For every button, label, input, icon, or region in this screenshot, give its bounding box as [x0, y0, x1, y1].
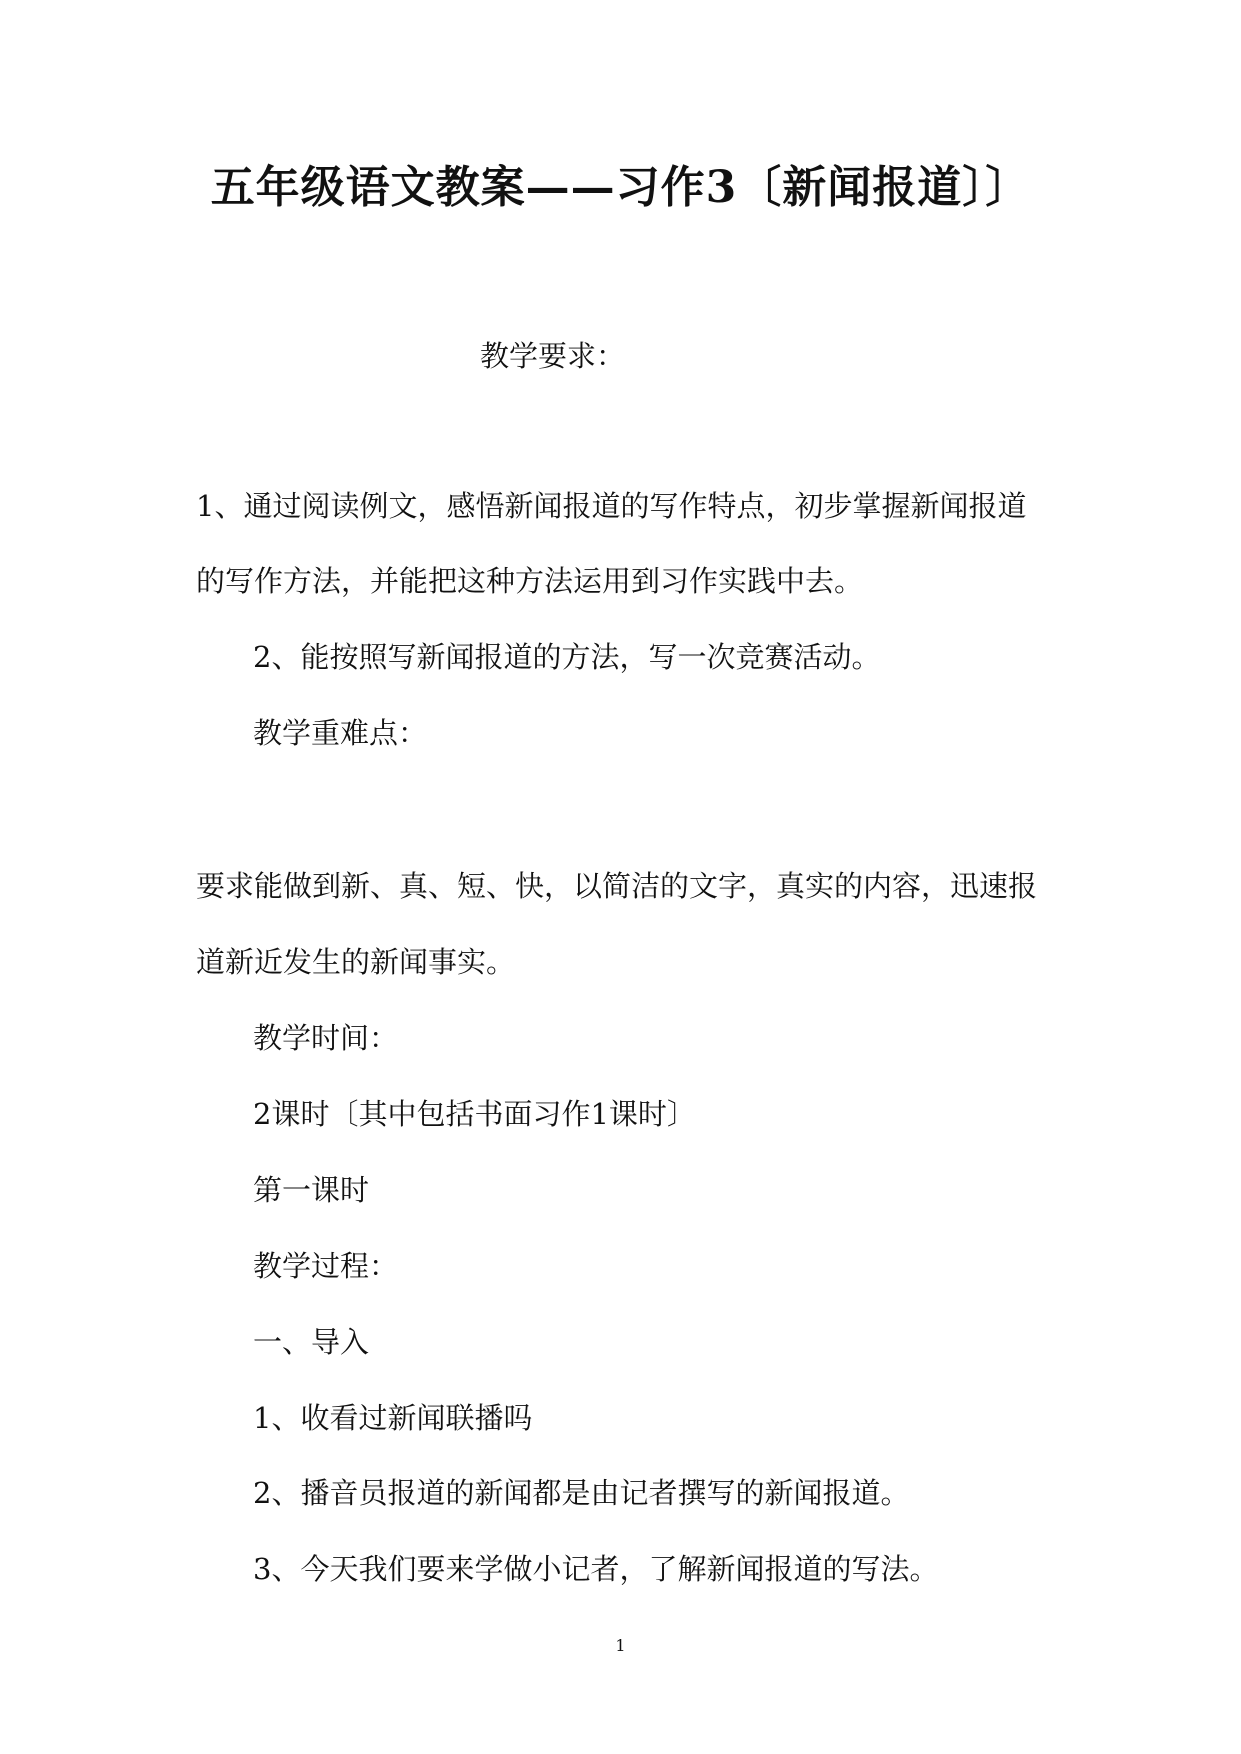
- process-heading: 教学过程：: [253, 1249, 399, 1283]
- requirement-1-line-1: 1、通过阅读例文，感悟新闻报道的写作特点，初步掌握新闻报道: [196, 489, 1027, 523]
- step-1-heading: 一、导入: [253, 1325, 370, 1359]
- page-number: 1: [615, 1636, 626, 1655]
- time-value: 2课时〔其中包括书面习作1课时〕: [253, 1097, 696, 1131]
- step-1-item-1: 1、收看过新闻联播吗: [253, 1401, 533, 1435]
- step-1-item-3: 3、今天我们要来学做小记者，了解新闻报道的写法。: [253, 1552, 939, 1586]
- requirement-2: 2、能按照写新闻报道的方法，写一次竞赛活动。: [253, 640, 881, 674]
- time-heading: 教学时间：: [253, 1021, 399, 1055]
- lesson-1-heading: 第一课时: [253, 1173, 370, 1207]
- key-points-line-2: 道新近发生的新闻事实。: [196, 945, 516, 979]
- step-1-item-2: 2、播音员报道的新闻都是由记者撰写的新闻报道。: [253, 1476, 910, 1510]
- requirements-heading: 教学要求：: [480, 339, 626, 373]
- key-points-heading: 教学重难点：: [253, 716, 428, 750]
- requirement-1-line-2: 的写作方法，并能把这种方法运用到习作实践中去。: [196, 564, 864, 598]
- key-points-line-1: 要求能做到新、真、短、快，以简洁的文字，真实的内容，迅速报: [196, 869, 1038, 903]
- document-title: 五年级语文教案——习作3〔新闻报道〕〕: [210, 162, 1031, 213]
